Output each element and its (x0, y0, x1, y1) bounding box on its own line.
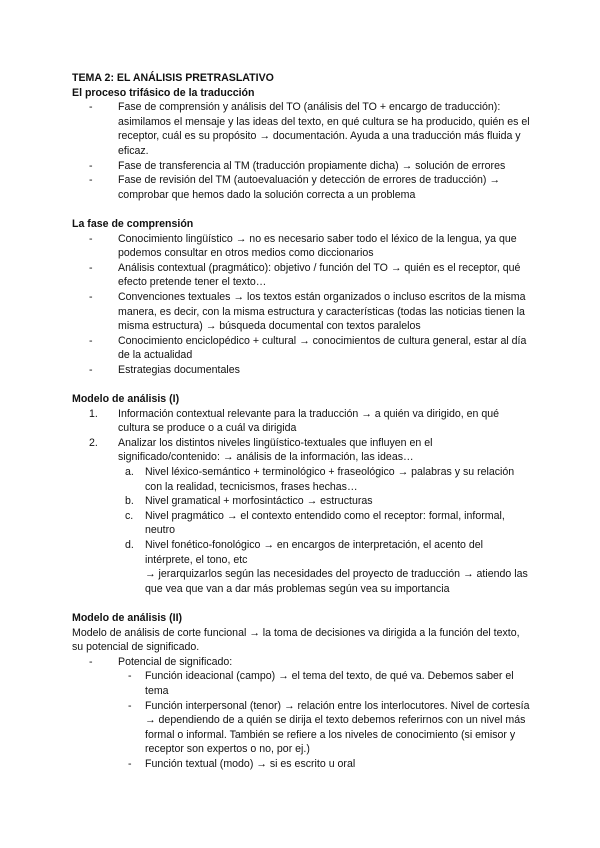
list-item: - Fase de revisión del TM (autoevaluación y detección de errores de traducción) → comprobar que hemos dado la solución correcta a un problema (89, 174, 500, 201)
sub-list-item: - Función interpersonal (tenor) → relación entre los interlocutores. Nivel de cortesía → dependiendo de a quién se dirija el texto debemos referirnos con un nivel más formal o informal. También se refiere a los niveles de conocimiento (si emisor y receptor son expertos o no, por ej.) (128, 699, 530, 756)
lettered-item: c. Nivel pragmático → el contexto entendido como el receptor: formal, informal, neutro (125, 509, 505, 537)
list-item: - Conocimiento lingüístico → no es necesario saber todo el léxico de la lengua, ya que podemos consultar en otros medios como diccionarios (89, 232, 517, 260)
list-item: - Convenciones textuales → los textos están organizados o incluso escritos de la misma manera, es decir, con la misma estructura y características (todas las noticias tienen la misma estructura) → búsqueda documental con textos paralelos (89, 290, 526, 333)
section-heading-comprension: La fase de comprensión (72, 217, 194, 230)
sub-list-item: - Función ideacional (campo) → el tema del texto, de qué va. Debemos saber el tema (128, 670, 514, 697)
list-item: - Fase de comprensión y análisis del TO (análisis del TO + encargo de traducción): asimilamos el mensaje y las ideas del texto, en qué cultura se ha producido, quién es el receptor, cuál es su propósito → documentación. Ayuda a una traducción más fluida y eficaz. (89, 101, 530, 157)
document-page (72, 71, 532, 772)
list-item: - Conocimiento enciclopédico + cultural → conocimientos de cultura general, estar al día de la actualidad (89, 334, 527, 362)
list-item: - Estrategias documentales (89, 363, 240, 376)
numbered-item: 1. Información contextual relevante para la traducción → a quién va dirigido, en qué cultura se produce o a cuál va dirigida (89, 407, 500, 435)
list-item: - Fase de transferencia al TM (traducción propiamente dicha) → solución de errores (89, 159, 506, 172)
list-item: - Análisis contextual (pragmático): objetivo / función del TO → quién es el receptor, qué efecto pretende tener el texto… (89, 261, 521, 289)
sub-list-item: - Función textual (modo) → si es escrito u oral (128, 757, 356, 770)
numbered-item: 2. Analizar los distintos niveles lingüístico-textuales que influyen en el significado/contenido: → análisis de la información, las ideas… (89, 436, 433, 464)
document-title: TEMA 2: EL ANÁLISIS PRETRASLATIVO (72, 72, 274, 84)
lettered-item: b. Nivel gramatical + morfosintáctico → estructuras (125, 495, 373, 508)
list-item: - Potencial de significado: (89, 655, 233, 668)
lettered-item: a. Nivel léxico-semántico + terminológico + fraseológico → palabras y su relación con la realidad, tecnicismos, frases hechas… (125, 466, 515, 493)
section-heading-modelo-2: Modelo de análisis (II) (72, 611, 183, 624)
note-text: → jerarquizarlos según las necesidades del proyecto de traducción → atiendo las que vea que van a dar más problemas según vea su importancia (145, 568, 528, 595)
lettered-item: d. Nivel fonético-fonológico → en encargos de interpretación, el acento del intérprete, el tono, etc (125, 539, 484, 566)
section-heading-modelo-1: Modelo de análisis (I) (72, 393, 180, 406)
section-heading-proceso: El proceso trifásico de la traducción (72, 86, 255, 99)
intro-paragraph: Modelo de análisis de corte funcional → la toma de decisiones va dirigida a la función del texto, su potencial de significado. (72, 626, 520, 654)
